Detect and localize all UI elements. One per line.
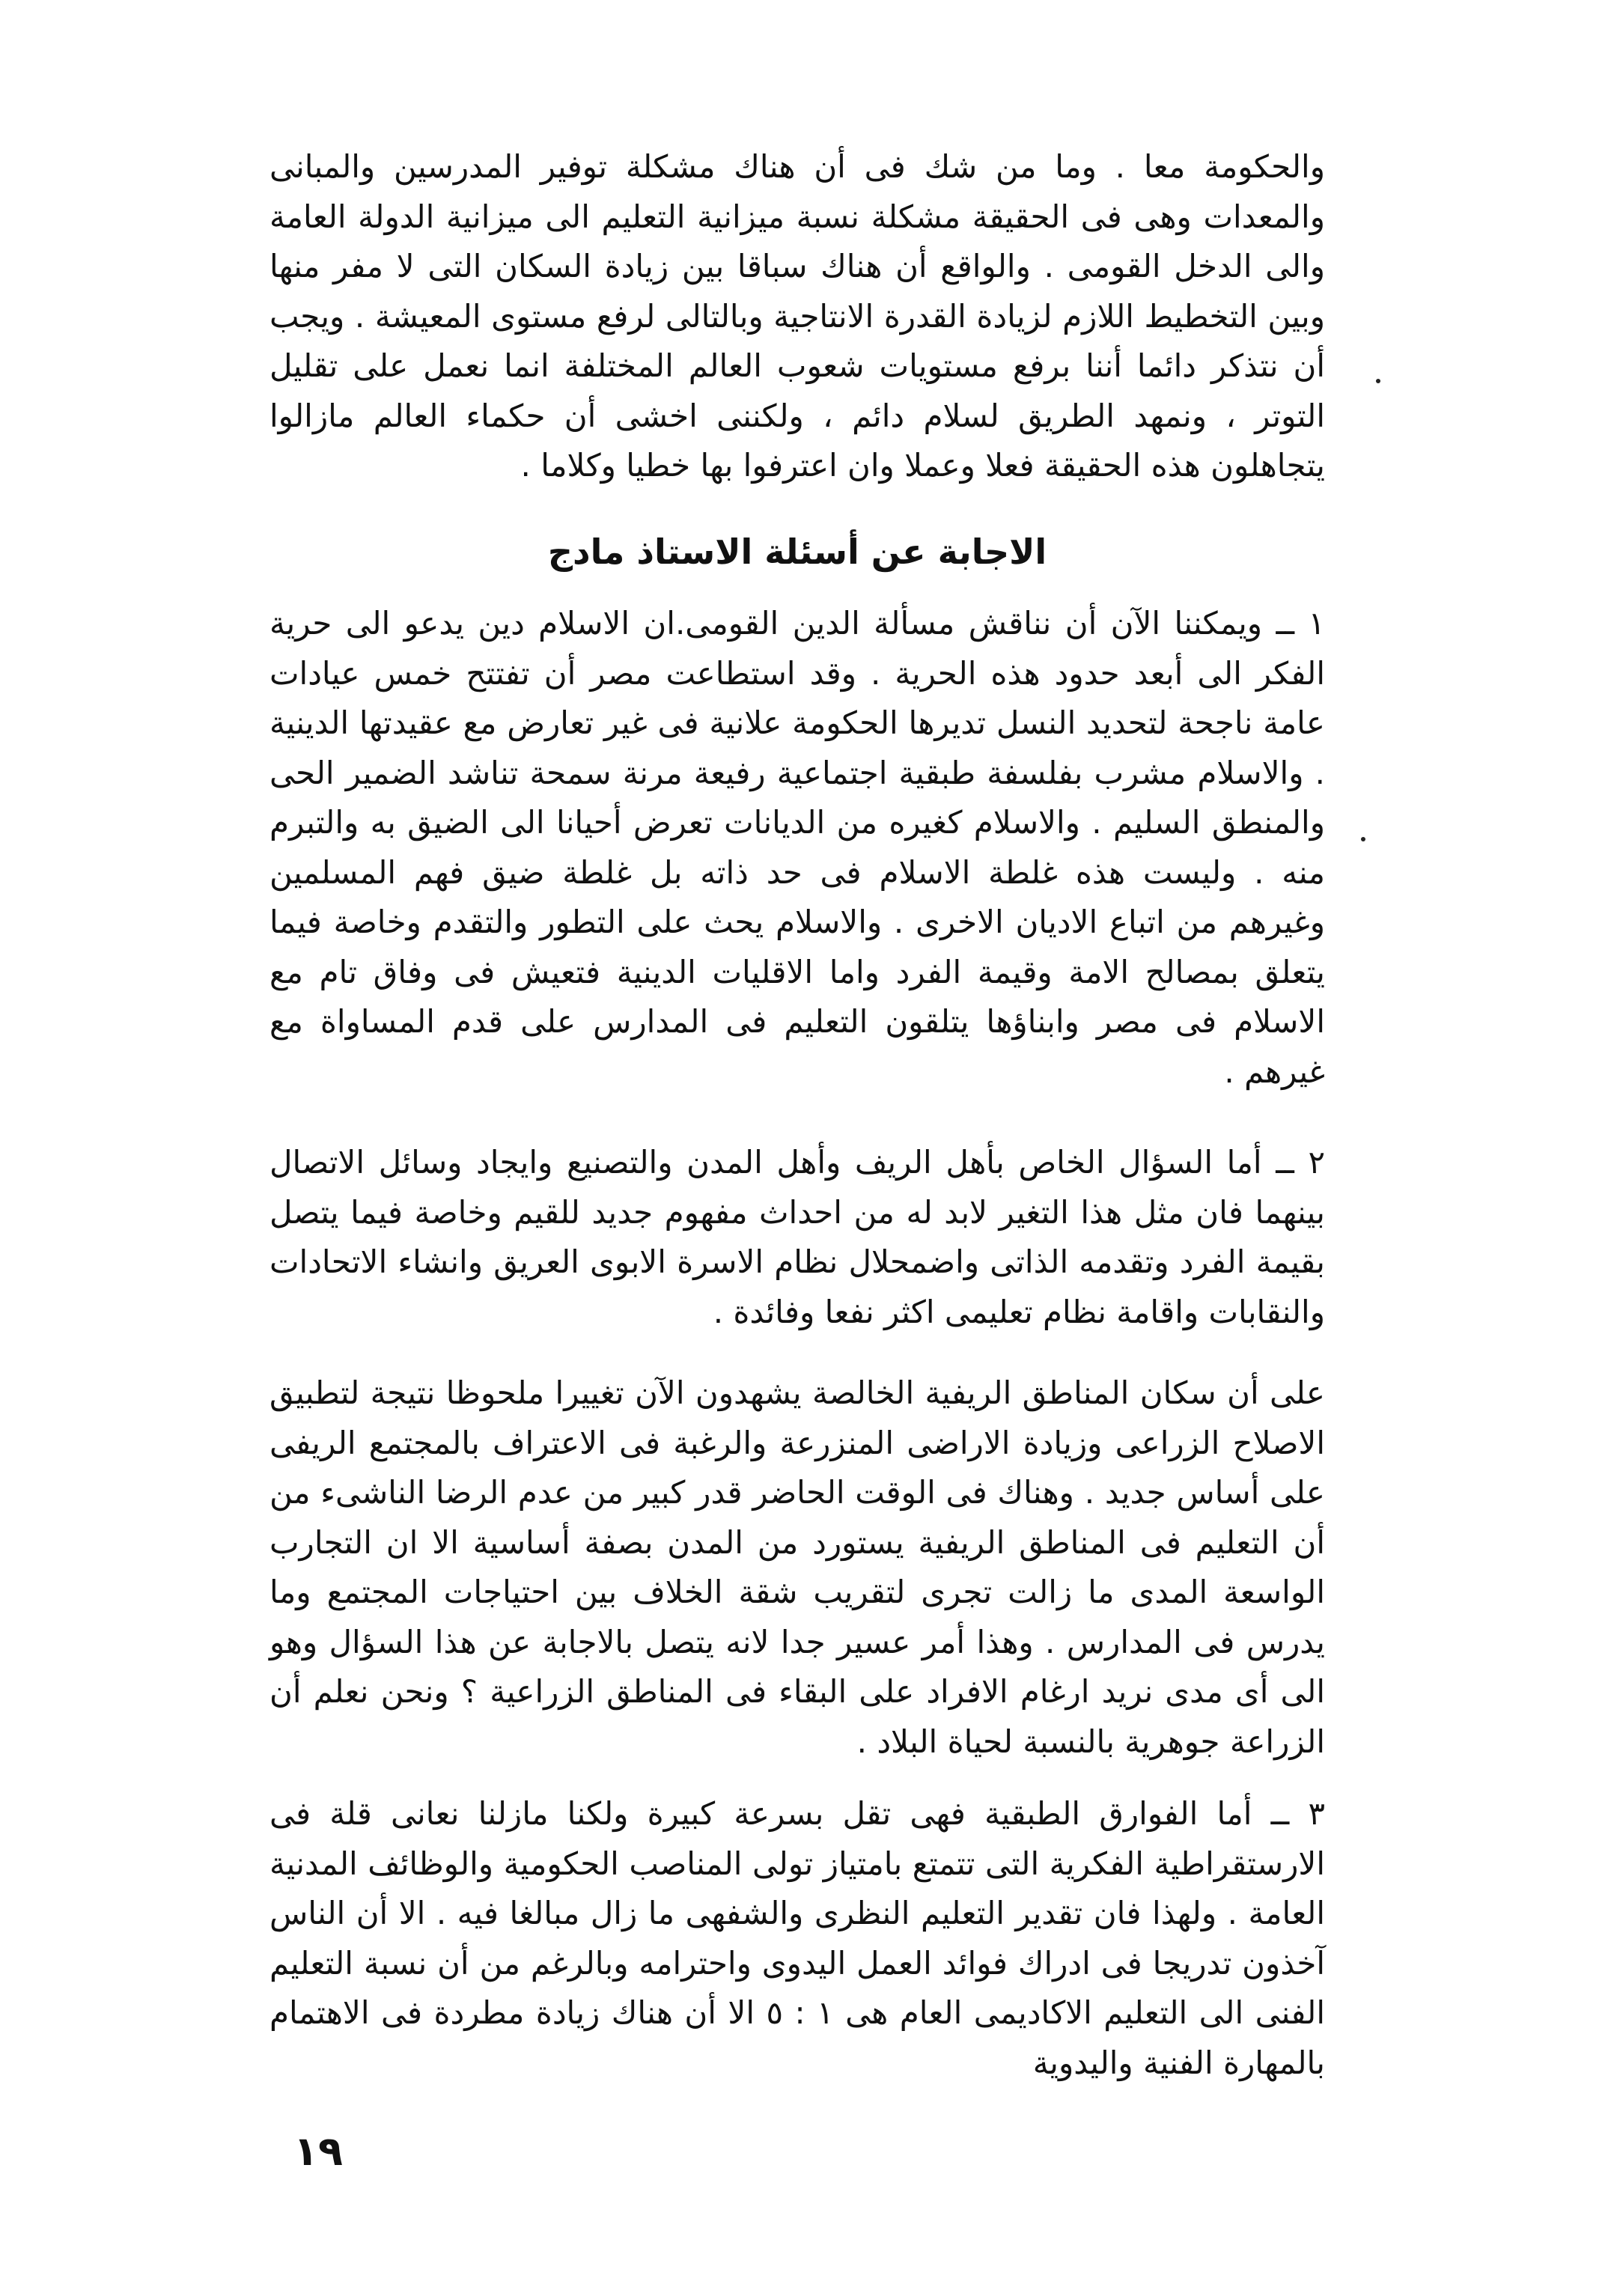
paragraph-answer-3: ٣ ــ أما الفوارق الطبقية فهى تقل بسرعة كبيرة ولكنا مازلنا نعانى قلة فى الارستقراطية الفكرية التى تتمتع بامتياز تولى المناصب الحكومية والوظائف المدنية العامة . ولهذا فان تقدير التعليم النظرى والشفهى ما زال مبالغا فيه . الا أن الناس آخذون تدريجا فى ادراك فوائد العمل اليدوى واحترامه وبالرغم من أن نسبة التعليم الفنى الى التعليم الاكاديمى العام هى ١ : ٥ الا أن هناك زيادة مطردة فى الاهتمام بالمهارة الفنية واليدوية [269,1795,1325,2081]
paragraph-answer-2: ٢ ــ أما السؤال الخاص بأهل الريف وأهل المدن والتصنيع وايجاد وسائل الاتصال بينهما فان مثل هذا التغير لابد له من احداث مفهوم جديد للقيم وخاصة فيما يتصل بقيمة الفرد وتقدمه الذاتى واضمحلال نظام الاسرة الابوى العريق وانشاء الاتحادات والنقابات واقامة نظام تعليمى اكثر نفعا وفائدة . [269,1144,1325,1330]
paragraph-rural-areas: على أن سكان المناطق الريفية الخالصة يشهدون الآن تغييرا ملحوظا نتيجة لتطبيق الاصلاح الزراعى وزيادة الاراضى المنزرعة والرغبة فى الاعتراف بالمجتمع الريفى على أساس جديد . وهناك فى الوقت الحاضر قدر كبير من عدم الرضا الناشىء من أن التعليم فى المناطق الريفية يستورد من المدن بصفة أساسية الا ان التجارب الواسعة المدى ما زالت تجرى لتقريب شقة الخلاف بين احتياجات المجتمع وما يدرس فى المدارس . وهذا أمر عسير جدا لانه يتصل بالاجابة عن هذا السؤال وهو الى أى مدى نريد ارغام الافراد على البقاء فى المناطق الزراعية ؟ ونحن نعلم أن الزراعة جوهرية بالنسبة لحياة البلاد . [269,1374,1325,1760]
paragraph-answer-1: ١ ــ ويمكننا الآن أن نناقش مسألة الدين القومى.ان الاسلام دين يدعو الى حرية الفكر الى أبعد حدود هذه الحرية . وقد استطاعت مصر أن تفتتح خمس عيادات عامة ناجحة لتحديد النسل تديرها الحكومة علانية فى غير تعارض مع عقيدتها الدينية . والاسلام مشرب بفلسفة طبقية اجتماعية رفيعة مرنة سمحة تناشد الضمير الحى والمنطق السليم . والاسلام كغيره من الديانات تعرض أحيانا الى الضيق به والتبرم منه . وليست هذه غلطة الاسلام فى حد ذاته بل غلطة ضيق فهم المسلمين وغيرهم من اتباع الاديان الاخرى . والاسلام يحث على التطور والتقدم وخاصة فيما يتعلق بمصالح الامة وقيمة الفرد واما الاقليات الدينية فتعيش فى وفاق تام مع الاسلام فى مصر وابناؤها يتلقون التعليم فى المدارس على قدم المساواة مع غيرهم . [269,605,1325,1090]
page-number: ١٩ [293,2128,343,2175]
scan-speck [1361,837,1365,841]
scan-speck [1376,379,1380,383]
section-heading: الاجابة عن أسئلة الاستاذ مادج [547,532,1047,572]
paragraph-intro: والحكومة معا . وما من شك فى أن هناك مشكلة توفير المدرسين والمبانى والمعدات وهى فى الحقيقة مشكلة نسبة ميزانية التعليم الى ميزانية الدولة العامة والى الدخل القومى . والواقع أن هناك سباقا بين زيادة السكان التى لا مفر منها وبين التخطيط اللازم لزيادة القدرة الانتاجية وبالتالى لرفع مستوى المعيشة . ويجب أن نتذكر دائما أننا برفع مستويات شعوب العالم المختلفة انما نعمل على تقليل التوتر ، ونمهد الطريق لسلام دائم ، ولكننى اخشى أن حكماء العالم مازالوا يتجاهلون هذه الحقيقة فعلا وعملا وان اعترفوا بها خطيا وكلاما . [269,148,1325,484]
